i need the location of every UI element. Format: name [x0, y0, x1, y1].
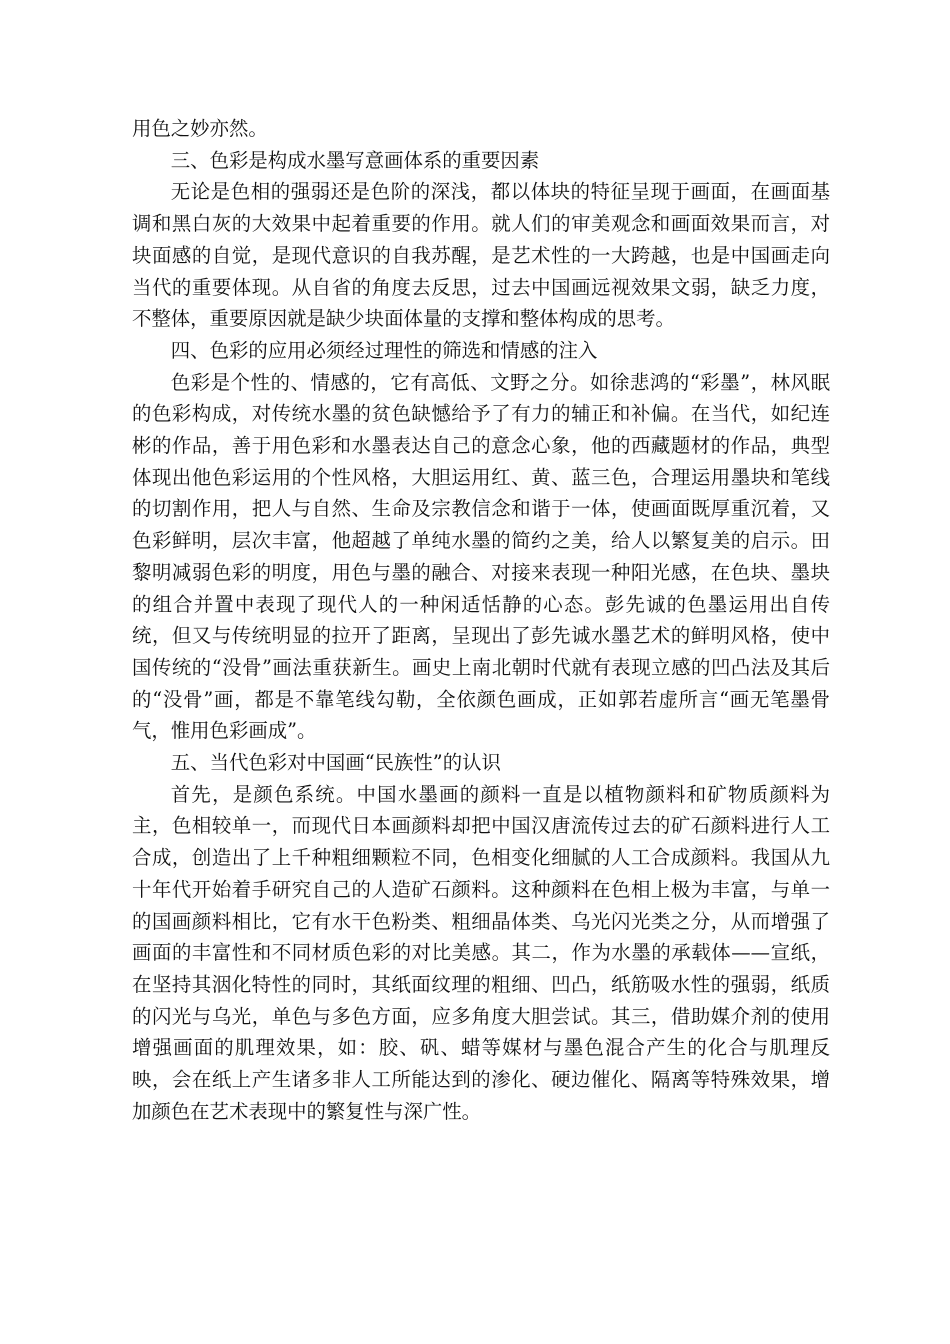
section-4-heading: 四、色彩的应用必须经过理性的筛选和情感的注入 [170, 338, 598, 362]
article-body [132, 113, 830, 1128]
section-4-paragraph: 色彩是个性的、情感的，它有高低、文野之分。如徐悲鸿的“彩墨”，林风眠的色彩构成，对传统水墨的贫色缺憾给予了有力的辅正和补偏。在当代，如纪连彬的作品，善于用色彩和水墨表达自己的意念心象，他的西藏题材的作品，典型体现出他色彩运用的个性风格，大胆运用红、黄、蓝三色，合理运用墨块和笔线的切割作用，把人与自然、生命及宗教信念和谐于一体，使画面既厚重沉着，又色彩鲜明，层次丰富，他超越了单纯水墨的简约之美，给人以繁复美的启示。田黎明减弱色彩的明度，用色与墨的融合、对接来表现一种阳光感，在色块、墨块的组合并置中表现了现代人的一种闲适恬静的心态。彭先诚的色墨运用出自传统，但又与传统明显的拉开了距离，呈现出了彭先诚水墨艺术的鲜明风格，使中国传统的“没骨”画法重获新生。画史上南北朝时代就有表现立感的凹凸法及其后的“没骨”画，都是不靠笔线勾勒，全依颜色画成，正如郭若虚所言“画无笔墨骨气，惟用色彩画成”。 [132, 370, 830, 743]
section-3-heading: 三、色彩是构成水墨写意画体系的重要因素 [170, 148, 540, 172]
section-5-heading: 五、当代色彩对中国画“民族性”的认识 [170, 751, 501, 775]
section-3-paragraph: 无论是色相的强弱还是色阶的深浅，都以体块的特征呈现于画面，在画面基调和黑白灰的大效果中起着重要的作用。就人们的审美观念和画面效果而言，对块面感的自觉，是现代意识的自我苏醒，是艺术性的一大跨越，也是中国画走向当代的重要体现。从自省的角度去反思，过去中国画远视效果文弱，缺乏力度，不整体，重要原因就是缺少块面体量的支撑和整体构成的思考。 [132, 180, 830, 331]
section-5-paragraph: 首先，是颜色系统。中国水墨画的颜料一直是以植物颜料和矿物质颜料为主，色相较单一，而现代日本画颜料却把中国汉唐流传过去的矿石颜料进行人工合成，创造出了上千种粗细颗粒不同，色相变化细腻的人工合成颜料。我国从九十年代开始着手研究自己的人造矿石颜料。这种颜料在色相上极为丰富，与单一的国画颜料相比，它有水干色粉类、粗细晶体类、乌光闪光类之分，从而增强了画面的丰富性和不同材质色彩的对比美感。其二，作为水墨的承载体——宣纸，在坚持其洇化特性的同时，其纸面纹理的粗细、凹凸，纸筋吸水性的强弱，纸质的闪光与乌光，单色与多色方面，应多角度大胆尝试。其三，借助媒介剂的使用增强画面的肌理效果，如：胶、矾、蜡等媒材与墨色混合产生的化合与肌理反映，会在纸上产生诸多非人工所能达到的渗化、硬边催化、隔离等特殊效果，增加颜色在艺术表现中的繁复性与深广性。 [132, 782, 830, 1123]
continuation-paragraph: 用色之妙亦然。 [132, 117, 268, 140]
